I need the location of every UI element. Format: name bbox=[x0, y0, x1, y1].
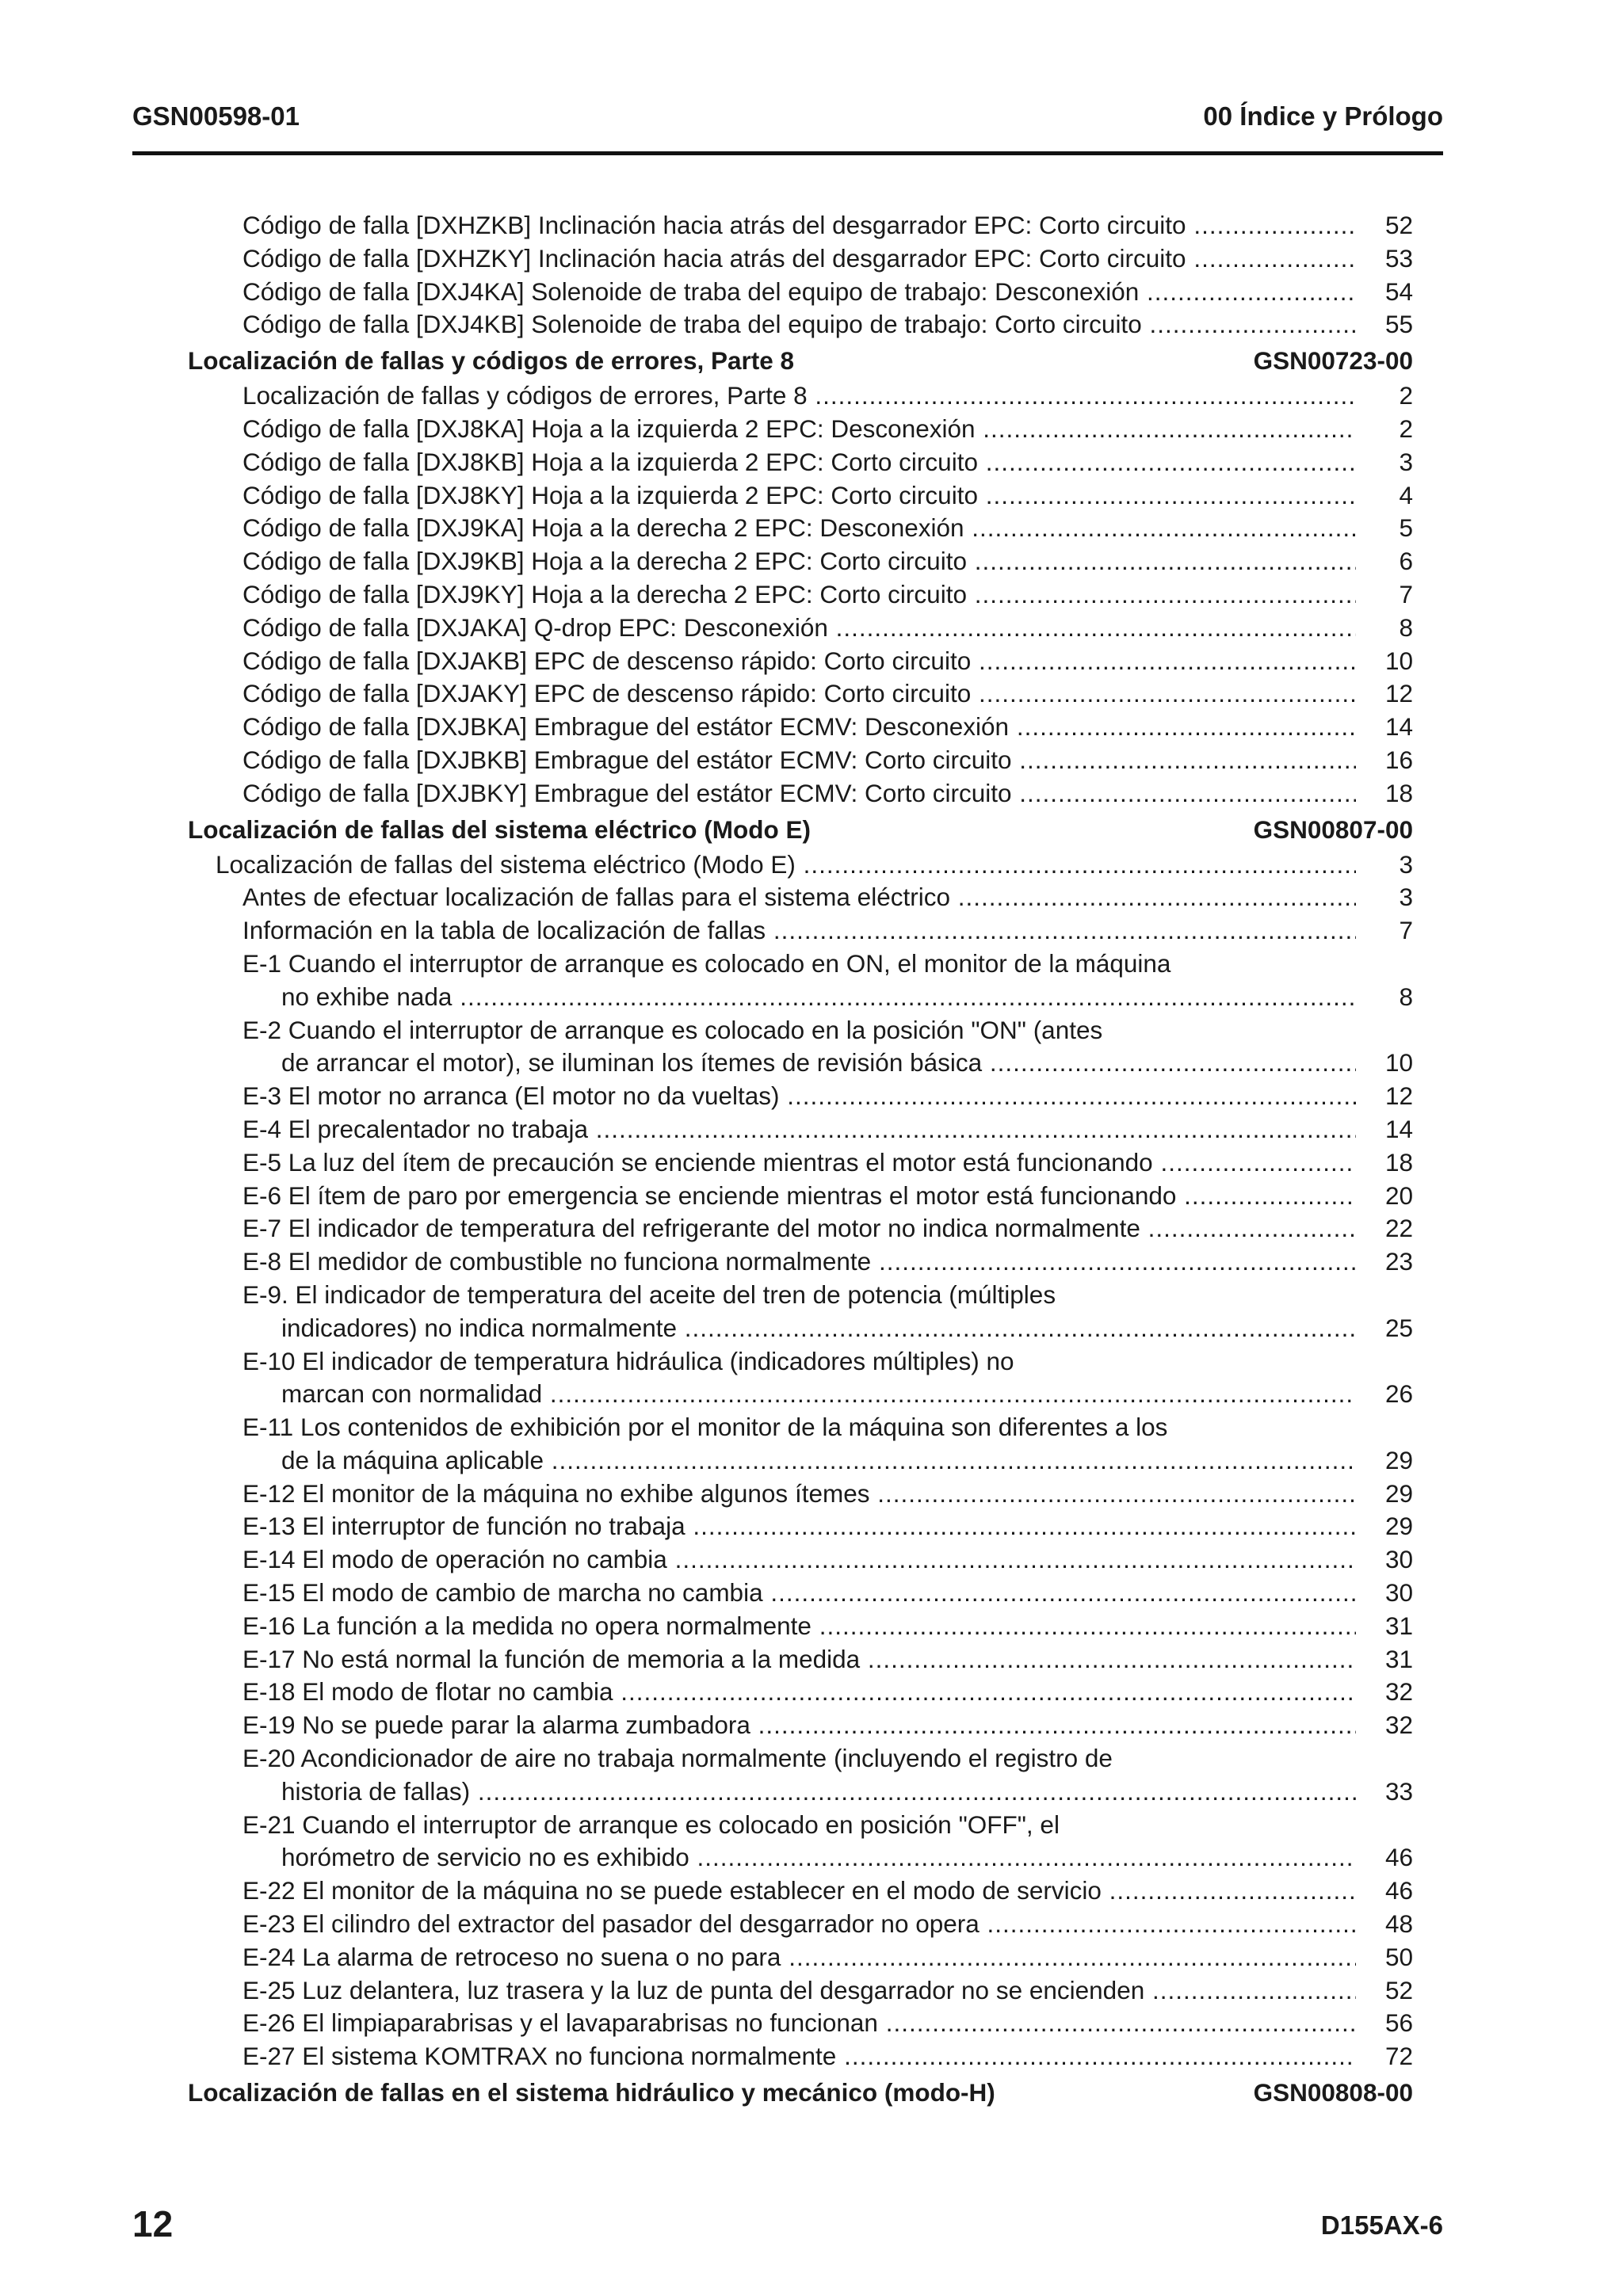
toc-entry[interactable] bbox=[0, 711, 1623, 744]
toc-entry-page: 31 bbox=[1384, 1644, 1413, 1673]
toc-entry-page: 46 bbox=[1384, 1843, 1413, 1872]
section-heading[interactable] bbox=[0, 341, 1623, 379]
toc-entry-page: 2 bbox=[1399, 414, 1413, 443]
toc-entry[interactable] bbox=[0, 1974, 1623, 2008]
toc-entry[interactable] bbox=[0, 1908, 1623, 1941]
toc-entry[interactable] bbox=[0, 744, 1623, 777]
toc-entry[interactable] bbox=[0, 1709, 1623, 1742]
toc-entry[interactable] bbox=[0, 849, 1623, 882]
header-divider bbox=[132, 151, 1443, 155]
toc-entry[interactable] bbox=[0, 1941, 1623, 1974]
toc-entry[interactable] bbox=[0, 578, 1623, 612]
toc-entry-text: Código de falla [DXJ8KY] Hoja a la izquierda 2 EPC: Corto circuito ..... bbox=[242, 479, 1356, 513]
toc-entry-page: 12 bbox=[1384, 679, 1413, 708]
toc-entry[interactable] bbox=[0, 2040, 1623, 2073]
toc-entry-page: 6 bbox=[1399, 547, 1413, 576]
toc-entry-text: Código de falla [DXJ8KA] Hoja a la izquierda 2 EPC: Desconexión ..... bbox=[242, 413, 1356, 446]
toc-entry-page: 23 bbox=[1384, 1247, 1413, 1276]
toc-entry-page: 72 bbox=[1384, 2042, 1413, 2071]
toc-entry[interactable] bbox=[0, 1643, 1623, 1676]
toc-group-3 bbox=[0, 849, 1623, 2073]
toc-entry[interactable] bbox=[0, 612, 1623, 645]
toc-entry[interactable] bbox=[0, 379, 1623, 413]
toc-entry-text: Código de falla [DXJAKA] Q-drop EPC: Desconexión ..... bbox=[242, 612, 1356, 645]
toc-entry-text: de arrancar el motor), se iluminan los ítemes de revisión básica ..... bbox=[281, 1047, 1356, 1080]
toc-entry-text: E-9. El indicador de temperatura del aceite del tren de potencia (múltiples bbox=[242, 1280, 1056, 1309]
toc-entry-text: E-26 El limpiaparabrisas y el lavaparabrisas no funcionan ..... bbox=[242, 2007, 1356, 2040]
toc-entry-text: de la máquina aplicable ..... bbox=[281, 1444, 1356, 1478]
toc-entry-text: E-16 La función a la medida no opera normalmente ..... bbox=[242, 1610, 1356, 1643]
toc-entry[interactable] bbox=[0, 948, 1623, 981]
toc-entry-text: historia de fallas) ..... bbox=[281, 1775, 1356, 1809]
toc-entry-page: 56 bbox=[1384, 2008, 1413, 2038]
toc-entry[interactable] bbox=[0, 1279, 1623, 1312]
toc-entry[interactable] bbox=[0, 1245, 1623, 1279]
toc-entry-page: 31 bbox=[1384, 1611, 1413, 1640]
toc-entry[interactable] bbox=[0, 777, 1623, 810]
toc-entry-text: E-4 El precalentador no trabaja ..... bbox=[242, 1113, 1356, 1146]
toc-entry-text: E-19 No se puede parar la alarma zumbadora ..... bbox=[242, 1709, 1356, 1742]
toc-entry[interactable] bbox=[0, 1444, 1623, 1478]
section-title: 00 Índice y Prólogo bbox=[1203, 101, 1443, 131]
toc-entry-page: 4 bbox=[1399, 480, 1413, 509]
section-heading-title: Localización de fallas y códigos de errores, Parte 8 bbox=[188, 346, 795, 376]
toc-entry[interactable] bbox=[0, 2007, 1623, 2040]
toc-entry-page: 10 bbox=[1384, 646, 1413, 675]
toc-entry-page: 53 bbox=[1384, 243, 1413, 273]
toc-entry[interactable] bbox=[0, 1742, 1623, 1775]
toc-entry-page: 3 bbox=[1399, 849, 1413, 879]
toc-entry[interactable] bbox=[0, 1312, 1623, 1345]
toc-entry-page: 52 bbox=[1384, 211, 1413, 239]
toc-entry-page: 26 bbox=[1384, 1379, 1413, 1409]
toc-entry[interactable] bbox=[0, 645, 1623, 678]
toc-entry-text: Código de falla [DXJ9KB] Hoja a la derecha 2 EPC: Corto circuito ..... bbox=[242, 545, 1356, 578]
toc-entry[interactable] bbox=[0, 1080, 1623, 1113]
toc-entry[interactable] bbox=[0, 677, 1623, 711]
toc-entry[interactable] bbox=[0, 1841, 1623, 1875]
toc-entry-page: 29 bbox=[1384, 1478, 1413, 1508]
toc-entry[interactable] bbox=[0, 308, 1623, 341]
toc-entry-page: 12 bbox=[1384, 1081, 1413, 1111]
toc-entry-text: E-17 No está normal la función de memoria a la medida ..... bbox=[242, 1643, 1356, 1676]
toc-group-1 bbox=[0, 209, 1623, 341]
toc-entry-page: 30 bbox=[1384, 1578, 1413, 1608]
toc-entry-text: Código de falla [DXJ9KA] Hoja a la derecha 2 EPC: Desconexión ..... bbox=[242, 512, 1356, 545]
toc-entry-text: E-8 El medidor de combustible no funciona normalmente ..... bbox=[242, 1245, 1356, 1279]
toc-entry-text: E-18 El modo de flotar no cambia ..... bbox=[242, 1676, 1356, 1709]
toc-entry-page: 18 bbox=[1384, 1147, 1413, 1177]
toc-entry[interactable] bbox=[0, 1478, 1623, 1511]
toc-entry-text: Código de falla [DXJ9KY] Hoja a la derecha 2 EPC: Corto circuito ..... bbox=[242, 578, 1356, 612]
toc-entry-text: E-22 El monitor de la máquina no se puede establecer en el modo de servicio ..... bbox=[242, 1875, 1356, 1908]
page-number: 12 bbox=[132, 2203, 174, 2245]
toc-entry-text: Código de falla [DXJBKY] Embrague del estátor ECMV: Corto circuito ..... bbox=[242, 777, 1356, 810]
toc-entry-text: E-20 Acondicionador de aire no trabaja normalmente (incluyendo el registro de bbox=[242, 1744, 1113, 1773]
toc-entry-page: 33 bbox=[1384, 1776, 1413, 1806]
toc-entry-page: 54 bbox=[1384, 277, 1413, 306]
toc-entry-text: Código de falla [DXJAKB] EPC de descenso rápido: Corto circuito ..... bbox=[242, 645, 1356, 678]
toc-entry-text: E-7 El indicador de temperatura del refrigerante del motor no indica normalmente ..... bbox=[242, 1212, 1356, 1245]
toc-entry[interactable] bbox=[0, 242, 1623, 276]
toc-entry-text: Localización de fallas del sistema eléctrico (Modo E) ..... bbox=[216, 849, 1356, 882]
section-heading-code: GSN00723-00 bbox=[1253, 346, 1413, 376]
toc-entry-text: Antes de efectuar localización de fallas para el sistema eléctrico ..... bbox=[242, 881, 1356, 914]
toc-entry-page: 20 bbox=[1384, 1180, 1413, 1210]
toc-entry[interactable] bbox=[0, 1775, 1623, 1809]
toc-entry-text: Código de falla [DXHZKB] Inclinación hacia atrás del desgarrador EPC: Corto circuito ..... bbox=[242, 209, 1356, 242]
section-heading-code: GSN00807-00 bbox=[1253, 814, 1413, 844]
toc-entry-page: 8 bbox=[1399, 612, 1413, 642]
toc-entry[interactable] bbox=[0, 1411, 1623, 1444]
toc-entry-page: 7 bbox=[1399, 916, 1413, 945]
toc-entry-page: 16 bbox=[1384, 745, 1413, 774]
toc-entry-page: 7 bbox=[1399, 579, 1413, 608]
toc-entry[interactable] bbox=[0, 1610, 1623, 1643]
toc-entry-text: Código de falla [DXJ8KB] Hoja a la izquierda 2 EPC: Corto circuito ..... bbox=[242, 446, 1356, 479]
toc-entry-text: E-13 El interruptor de función no trabaja ..... bbox=[242, 1510, 1356, 1543]
section-heading-code: GSN00808-00 bbox=[1253, 2078, 1413, 2107]
toc-entry-page: 52 bbox=[1384, 1975, 1413, 2004]
toc-entry[interactable] bbox=[0, 1047, 1623, 1080]
toc-entry-text: E-21 Cuando el interruptor de arranque es colocado en posición "OFF", el bbox=[242, 1810, 1060, 1839]
toc-entry[interactable] bbox=[0, 1809, 1623, 1842]
toc-entry[interactable] bbox=[0, 1378, 1623, 1411]
toc-entry[interactable] bbox=[0, 1676, 1623, 1709]
model-code: D155AX-6 bbox=[1320, 2210, 1443, 2240]
toc-entry-page: 46 bbox=[1384, 1876, 1413, 1905]
toc-entry-text: E-1 Cuando el interruptor de arranque es colocado en ON, el monitor de la máquina bbox=[242, 948, 1171, 978]
toc-entry[interactable] bbox=[0, 1113, 1623, 1146]
toc-entry-page: 32 bbox=[1384, 1677, 1413, 1707]
toc-entry-text: no exhibe nada ..... bbox=[281, 981, 1356, 1014]
toc-entry[interactable] bbox=[0, 1014, 1623, 1047]
doc-code: GSN00598-01 bbox=[132, 101, 300, 131]
toc-entry-page: 29 bbox=[1384, 1445, 1413, 1474]
toc-entry-text: indicadores) no indica normalmente ..... bbox=[281, 1312, 1356, 1345]
toc-entry[interactable] bbox=[0, 881, 1623, 914]
toc-entry-text: Código de falla [DXJ4KB] Solenoide de traba del equipo de trabajo: Corto circuito ..... bbox=[242, 308, 1356, 341]
toc-entry-text: E-10 El indicador de temperatura hidráulica (indicadores múltiples) no bbox=[242, 1346, 1014, 1375]
toc-entry-text: E-23 El cilindro del extractor del pasador del desgarrador no opera ..... bbox=[242, 1908, 1356, 1941]
toc-entry[interactable] bbox=[0, 512, 1623, 545]
toc-entry-text: E-25 Luz delantera, luz trasera y la luz de punta del desgarrador no se encienden ..... bbox=[242, 1974, 1356, 2008]
toc-entry-page: 14 bbox=[1384, 712, 1413, 742]
toc-entry-page: 14 bbox=[1384, 1114, 1413, 1143]
toc-entry-text: horómetro de servicio no es exhibido ..... bbox=[281, 1841, 1356, 1875]
section-heading-title: Localización de fallas en el sistema hidráulico y mecánico (modo-H) bbox=[188, 2078, 995, 2107]
toc-entry[interactable] bbox=[0, 981, 1623, 1014]
toc-entry-page: 25 bbox=[1384, 1313, 1413, 1342]
toc-entry[interactable] bbox=[0, 413, 1623, 446]
toc-entry-page: 5 bbox=[1399, 513, 1413, 543]
toc-entry-text: E-12 El monitor de la máquina no exhibe algunos ítemes ..... bbox=[242, 1478, 1356, 1511]
section-heading[interactable] bbox=[0, 810, 1623, 849]
toc-entry-text: E-6 El ítem de paro por emergencia se enciende mientras el motor está funcionando ..... bbox=[242, 1180, 1356, 1213]
toc-entry-text: Código de falla [DXJBKA] Embrague del estátor ECMV: Desconexión ..... bbox=[242, 711, 1356, 744]
toc-entry[interactable] bbox=[0, 914, 1623, 948]
toc-entry[interactable] bbox=[0, 1345, 1623, 1379]
toc-entry-text: Localización de fallas y códigos de errores, Parte 8 ..... bbox=[242, 379, 1356, 413]
toc-entry[interactable] bbox=[0, 209, 1623, 242]
toc-entry-page: 32 bbox=[1384, 1711, 1413, 1740]
toc-group-2 bbox=[0, 379, 1623, 810]
section-heading-title: Localización de fallas del sistema eléctrico (Modo E) bbox=[188, 814, 811, 844]
toc-entry[interactable] bbox=[0, 1510, 1623, 1543]
toc-entry[interactable] bbox=[0, 1212, 1623, 1245]
toc-entry-page: 29 bbox=[1384, 1512, 1413, 1541]
toc-entry-text: E-5 La luz del ítem de precaución se enciende mientras el motor está funcionando ..... bbox=[242, 1146, 1356, 1180]
toc-entry-page: 18 bbox=[1384, 778, 1413, 807]
toc-entry-text: E-14 El modo de operación no cambia ..... bbox=[242, 1543, 1356, 1577]
toc-entry-page: 22 bbox=[1384, 1214, 1413, 1243]
toc-entry-text: Código de falla [DXJBKB] Embrague del estátor ECMV: Corto circuito ..... bbox=[242, 744, 1356, 777]
toc-entry-text: E-11 Los contenidos de exhibición por el monitor de la máquina son diferentes a los bbox=[242, 1413, 1168, 1442]
toc-entry-page: 50 bbox=[1384, 1942, 1413, 1971]
toc-entry[interactable] bbox=[0, 1180, 1623, 1213]
toc-entry[interactable] bbox=[0, 1875, 1623, 1908]
toc-entry-page: 55 bbox=[1384, 310, 1413, 339]
toc-entry-text: Código de falla [DXJAKY] EPC de descenso rápido: Corto circuito ..... bbox=[242, 677, 1356, 711]
section-heading[interactable] bbox=[0, 2073, 1623, 2111]
toc-entry-text: Código de falla [DXHZKY] Inclinación hacia atrás del desgarrador EPC: Corto circuito ..... bbox=[242, 242, 1356, 276]
toc-entry-page: 30 bbox=[1384, 1545, 1413, 1574]
toc-entry-text: Código de falla [DXJ4KA] Solenoide de traba del equipo de trabajo: Desconexión ..... bbox=[242, 276, 1356, 309]
toc-entry[interactable] bbox=[0, 1577, 1623, 1610]
toc-entry[interactable] bbox=[0, 545, 1623, 578]
toc-entry-text: E-15 El modo de cambio de marcha no cambia ..... bbox=[242, 1577, 1356, 1610]
toc-entry[interactable] bbox=[0, 1146, 1623, 1180]
table-of-contents bbox=[0, 209, 1623, 2111]
toc-entry[interactable] bbox=[0, 1543, 1623, 1577]
toc-entry-page: 3 bbox=[1399, 447, 1413, 476]
toc-entry-text: E-24 La alarma de retroceso no suena o no para ..... bbox=[242, 1941, 1356, 1974]
toc-entry[interactable] bbox=[0, 446, 1623, 479]
toc-entry-text: Información en la tabla de localización de fallas ..... bbox=[242, 914, 1356, 948]
toc-entry-page: 2 bbox=[1399, 381, 1413, 410]
toc-entry-page: 10 bbox=[1384, 1048, 1413, 1077]
toc-entry-text: E-2 Cuando el interruptor de arranque es colocado en la posición "ON" (antes bbox=[242, 1015, 1103, 1044]
toc-entry-text: marcan con normalidad ..... bbox=[281, 1378, 1356, 1411]
toc-entry-page: 8 bbox=[1399, 982, 1413, 1011]
toc-entry-text: E-3 El motor no arranca (El motor no da vueltas) ..... bbox=[242, 1080, 1356, 1113]
toc-entry-text: E-27 El sistema KOMTRAX no funciona normalmente ..... bbox=[242, 2040, 1356, 2073]
toc-entry-page: 3 bbox=[1399, 883, 1413, 912]
toc-entry[interactable] bbox=[0, 479, 1623, 513]
toc-entry-page: 48 bbox=[1384, 1909, 1413, 1939]
toc-entry[interactable] bbox=[0, 276, 1623, 309]
